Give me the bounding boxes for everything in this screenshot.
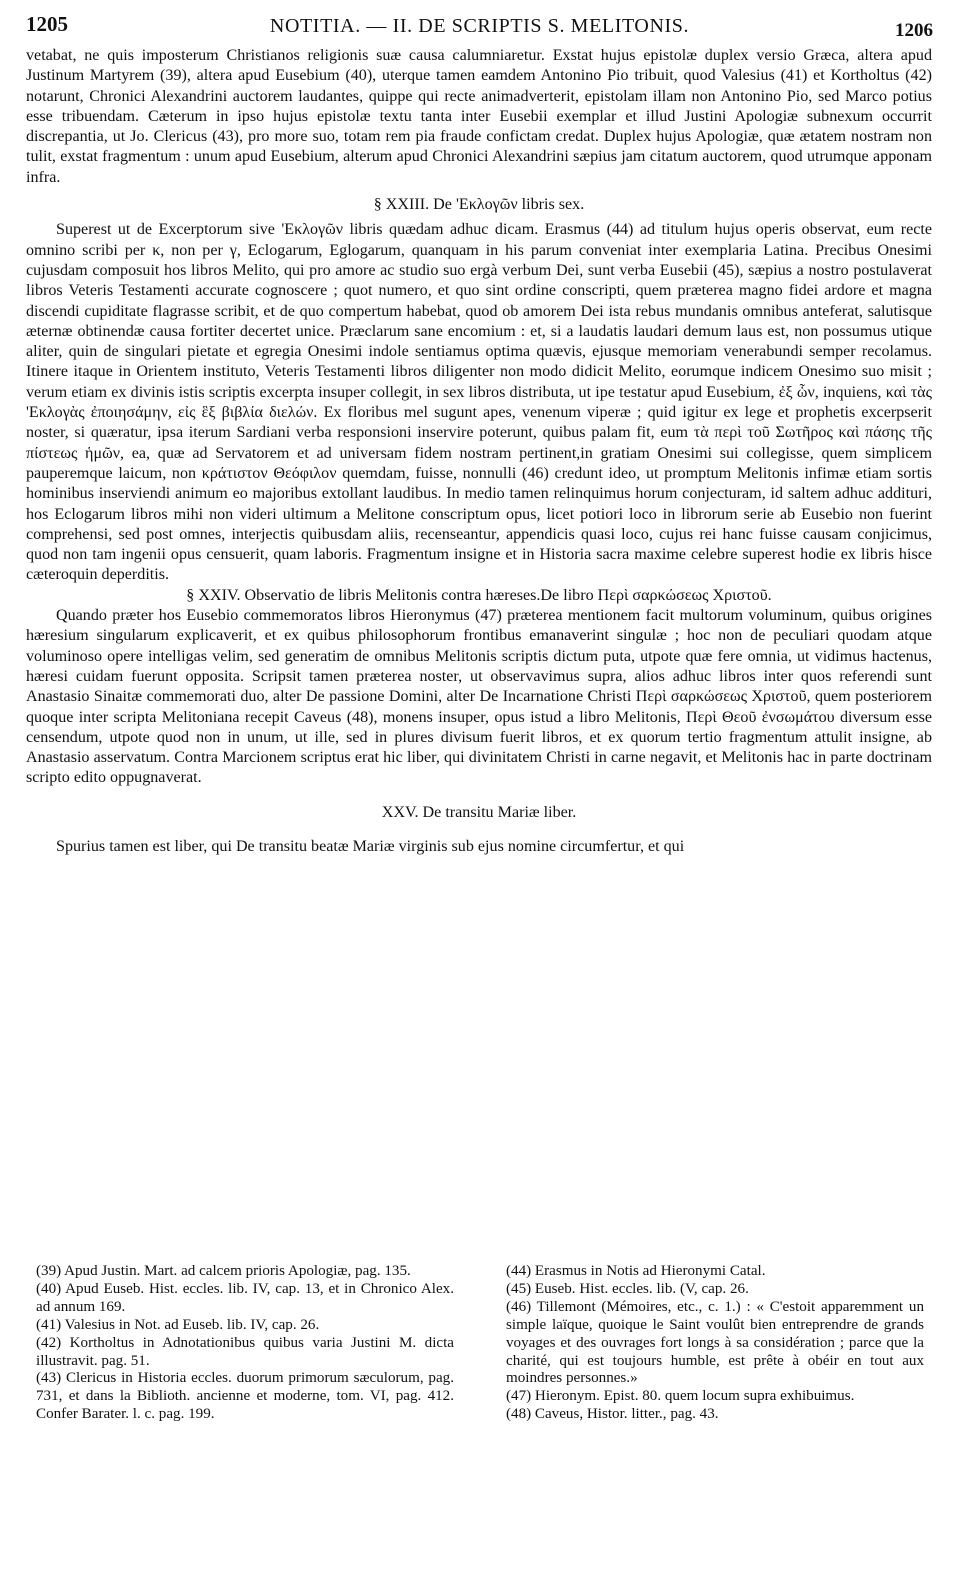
footnote: (39) Apud Justin. Mart. ad calcem prioris Apologiæ, pag. 135. xyxy=(36,1263,411,1279)
paragraph: Quando præter hos Eusebio commemoratos libros Hieronymus (47) præterea mentionem facit multorum voluminum, quibus origines hæresium singularum explicaverit, et ex quibus philosophorum frontibus emanaverint singulæ ; hoc non de peculiari quodam atque voluminoso opere intelligas velim, sed generatim de omnibus Melitonis scriptis dictum puta, utpote quæ fere omnia, ut vidimus hactenus, hæresi cuidam fuerunt opposita. Scripsit tamen præterea noster, ut observavimus supra, alios adhuc libros inter quos referendi sunt Anastasio Sinaitæ commemorati duo, alter De passione Domini, alter De Incarnatione Christi Περὶ σαρκώσεως Χριστοῦ, quem posteriorem quoque inter scripta Melitoniana recepit Caveus (48), monens insuper, opus istud a libro Melitonis, Περὶ Θεοῦ ἐνσωμάτου diversum esse censendum, utpote quod non in unum, ut ille, sed in plures divisum fuerit libros, et ex quorum tertio fragmentum attulit insigne, ab Anastasio asservatum. Contra Marcionem scriptus erat hic liber, qui divinitatem Christi in carne negavit, et Melitonis hac in parte doctrinam scripto edito oppugnaverat. xyxy=(26,607,932,787)
section-heading-xxiv: § XXIV. Observatio de libris Melitonis contra hæreses.De libro Περὶ σαρκώσεως Χριστοῦ. xyxy=(186,586,772,604)
section-heading-xxiii: § XXIII. De 'Εκλογῶν libris sex. xyxy=(373,196,585,214)
paragraph: Superest ut de Excerptorum sive 'Εκλογῶν libris quædam adhuc dicam. Erasmus (44) ad titulum hujus operis observat, eum recte omnino scribi per κ, non per γ, Eclogarum, Eglogarum, quanquam in his parum conveniat inter exemplaria Latina. Precibus Onesimi cujusdam composuit hos libros Melito, qui pro amore ac studio suo ergà verbum Dei, sunt verba Eusebii (45), sæpius a nostro postulaverat libros Veteris Testamenti accurate cognoscere ; quot numero, et quo sint ordine conscripti, quem præterea magno fidei ardore et magna discendi cupiditate flagrasse scribit, et de quo compertum habebat, quod ob amorem Dei ista rebus mundanis omnibus anteferat, salutisque æternæ obtinendæ causa fortiter decertet unice. Præclarum sane encomium : et, si a laudatis laudari demum laus est, non possumus utique aliter, quin de singulari pietate et egregia Onesimi indole sentiamus optima quævis, ejusque memoriam venerabundi semper recolamus. Itinere itaque in Orientem instituto, Veteris Testamenti libros diligenter non modo didicit Melito, eorumque indicem Onesimo suo misit ; verum etiam ex divinis istis scriptis excerpta insuper collegit, in sex libros distributa, ut ipe testatur apud Eusebium, ἐξ ὧν, inquiens, καὶ τὰς 'Εκλογὰς ἐποιησάμην, εἰς ἓξ βιβλία διελών. Ex floribus mel sugunt apes, venenum viperæ ; quid igitur ex lege et prophetis excerpserit noster, si quæratur, ipsa iterum Sardiani verba responsioni inservire poterunt, quibus palam fit, eum τὰ περὶ τοῦ Σωτῆρος καὶ πάσης τῆς πίστεως ἡμῶν, ea, quæ ad Servatorem et ad universam fidem nostram pertinent,in gratiam Onesimi sui collegisse, quem simplicem pauperemque laicum, non κράτιστον Θεόφιλον quemdam, fuisse, nonnulli (46) credunt ideo, ut promptum Melitonis infimæ etiam sortis hominibus inserviendi animum eo majoribus extollant laudibus. In medio tamen relinquimus horum conjecturam, id saltem adhuc addituri, hos Eclogarum libros mihi non videri ultimum a Melitone conscriptum opus, licet potiori loco in librorum serie ab Eusebio non fuerint comprehensi, sed post omnes, interjectis quibusdam aliis, recenseantur, appendicis quasi loco, cujus rei hanc fuisse causam conjicimus, quod non tam ingenii opus censuerit, quam laboris. Fragmentum insigne et in Historia sacra maxime celebre superest hodie ex libris hisce cæteroquin deperditis. xyxy=(26,221,932,584)
footnote: (47) Hieronym. Epist. 80. quem locum supra exhibuimus. xyxy=(506,1388,855,1405)
footnote: (41) Valesius in Not. ad Euseb. lib. IV, cap. 26. xyxy=(36,1316,320,1333)
section-heading-xxv: XXV. De transitu Mariæ liber. xyxy=(381,803,577,821)
footnote: (44) Erasmus in Notis ad Hieronymi Catal. xyxy=(506,1263,766,1279)
footnotes-left-column xyxy=(36,1263,454,1424)
running-header xyxy=(22,10,937,46)
footnote: (42) Kortholtus in Adnotationibus quibus varia Justini M. dicta illustravit. pag. 51. xyxy=(36,1334,454,1369)
page-number-left: 1205 xyxy=(26,12,68,36)
footnote: (46) Tillemont (Mémoires, etc., c. 1.) : « C'estoit apparemment un simple laïque, quoique le Saint voulût bien entreprendre de grands voyages et des ouvrages fort longs à sa considération ; parce que la charité, qui est toujours humble, est prête à obéir en tout aux moindres personnes.» xyxy=(506,1298,924,1387)
running-title: NOTITIA. — II. DE SCRIPTIS S. MELITONIS. xyxy=(269,15,690,37)
main-text xyxy=(26,46,932,857)
paragraph: Spurius tamen est liber, qui De transitu beatæ Mariæ virginis sub ejus nomine circumfertur, et qui xyxy=(56,837,685,855)
footnote: (48) Caveus, Histor. litter., pag. 43. xyxy=(506,1406,719,1423)
footnote: (40) Apud Euseb. Hist. eccles. lib. IV, cap. 13, et in Chronico Alex. ad annum 169. xyxy=(36,1280,454,1315)
page-number-right: 1206 xyxy=(895,20,933,41)
paragraph: vetabat, ne quis imposterum Christianos religionis suæ causa calumniaretur. Exstat hujus epistolæ duplex versio Græca, altera apud Justinum Martyrem (39), altera apud Eusebium (40), uterque tamen eamdem Antonino Pio tribuit, quod Valesius (41) et Kortholtus (42) notarunt, Chronici Alexandrini auctorem laudantes, quippe qui recte animadverterit, epistolam illam non Antonino Pio, sed Marco potius esse tribuendam. Cæterum in ipso hujus epistolæ textu tanta inter Eusebii exemplar et illud Justini Apologiæ subnexum occurrit discrepantia, ut Jo. Clericus (43), pro more suo, totam rem pia fraude confictam credat. Duplex hujus Apologiæ, quæ ætatem nostram non tulit, exstat fragmentum : unum apud Eusebium, alterum apud Chronici Alexandrini sæpius jam citatum auctorem, quod utrumque apponam infra. xyxy=(26,47,932,186)
footnote: (43) Clericus in Historia eccles. duorum primorum sæculorum, pag. 731, et dans la Biblioth. ancienne et moderne, tom. VI, pag. 412. Confer Barater. l. c. pag. 199. xyxy=(36,1370,454,1423)
footnotes-right-column xyxy=(506,1263,924,1424)
footnote: (45) Euseb. Hist. eccles. lib. (V, cap. 26. xyxy=(506,1280,749,1297)
